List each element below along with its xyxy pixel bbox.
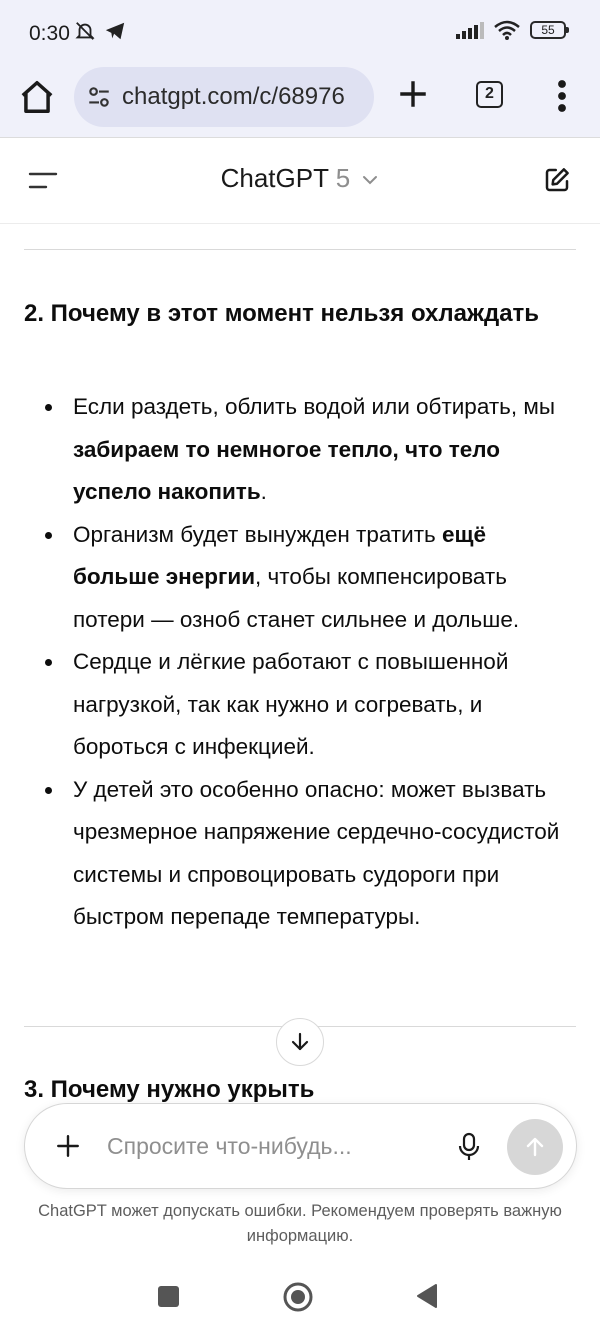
url-text: chatgpt.com/c/68976 bbox=[122, 83, 345, 110]
disclaimer-text: ChatGPT может допускать ошибки. Рекомендуем проверять важную информацию. bbox=[38, 1202, 562, 1245]
recents-icon[interactable] bbox=[158, 1286, 179, 1307]
section-heading: 3. Почему нужно укрыть bbox=[24, 1076, 315, 1103]
telegram-icon bbox=[104, 20, 126, 42]
chat-content bbox=[0, 224, 600, 1104]
send-button[interactable] bbox=[507, 1119, 563, 1175]
composer bbox=[24, 1103, 577, 1189]
list-item: Организм будет вынужден тратить ещё больше энергии, чтобы компенсировать потери — озноб станет сильнее и дольше. bbox=[24, 514, 576, 642]
microphone-icon[interactable] bbox=[457, 1132, 481, 1162]
site-settings-icon[interactable] bbox=[86, 84, 112, 110]
system-nav-bar bbox=[0, 1262, 600, 1332]
model-version: 5 bbox=[335, 163, 351, 193]
new-tab-icon[interactable] bbox=[396, 77, 430, 111]
browser-toolbar bbox=[0, 64, 600, 138]
list-item: Если раздеть, облить водой или обтирать, мы забираем то немногое тепло, что тело успело накопить. bbox=[24, 386, 576, 514]
prompt-input[interactable] bbox=[107, 1122, 447, 1170]
battery-indicator: 55 bbox=[530, 21, 566, 39]
status-bar bbox=[0, 0, 600, 64]
bell-muted-icon bbox=[74, 20, 96, 42]
chevron-down-icon bbox=[361, 171, 379, 189]
section-divider bbox=[24, 249, 576, 250]
more-vert-icon[interactable] bbox=[555, 78, 569, 114]
signal-icon bbox=[456, 21, 484, 39]
section-heading: 2. Почему в этот момент нельзя охлаждать bbox=[24, 300, 540, 327]
home-circle-icon[interactable] bbox=[282, 1281, 314, 1313]
address-bar[interactable] bbox=[74, 67, 374, 127]
chat-header bbox=[0, 138, 600, 224]
list-item: У детей это особенно опасно: может вызвать чрезмерное напряжение сердечно-сосудистой системы и спровоцировать судороги при быстром перепаде температуры. bbox=[24, 769, 576, 939]
plus-icon[interactable] bbox=[55, 1133, 81, 1159]
arrow-up-icon bbox=[523, 1135, 547, 1159]
status-time: 0:30 bbox=[29, 22, 70, 45]
bullet-list bbox=[24, 386, 576, 939]
arrow-down-icon bbox=[288, 1030, 312, 1054]
tab-switcher-button[interactable]: 2 bbox=[476, 81, 503, 108]
app-name: ChatGPT bbox=[220, 163, 329, 193]
home-icon[interactable] bbox=[18, 78, 56, 116]
back-icon[interactable] bbox=[414, 1282, 440, 1310]
scroll-to-bottom-button[interactable] bbox=[276, 1018, 324, 1066]
list-item: Сердце и лёгкие работают с повышенной нагрузкой, так как нужно и согревать, и бороться с инфекцией. bbox=[24, 641, 576, 769]
model-selector[interactable] bbox=[0, 163, 600, 194]
wifi-icon bbox=[494, 20, 520, 40]
new-chat-icon[interactable] bbox=[542, 165, 572, 195]
